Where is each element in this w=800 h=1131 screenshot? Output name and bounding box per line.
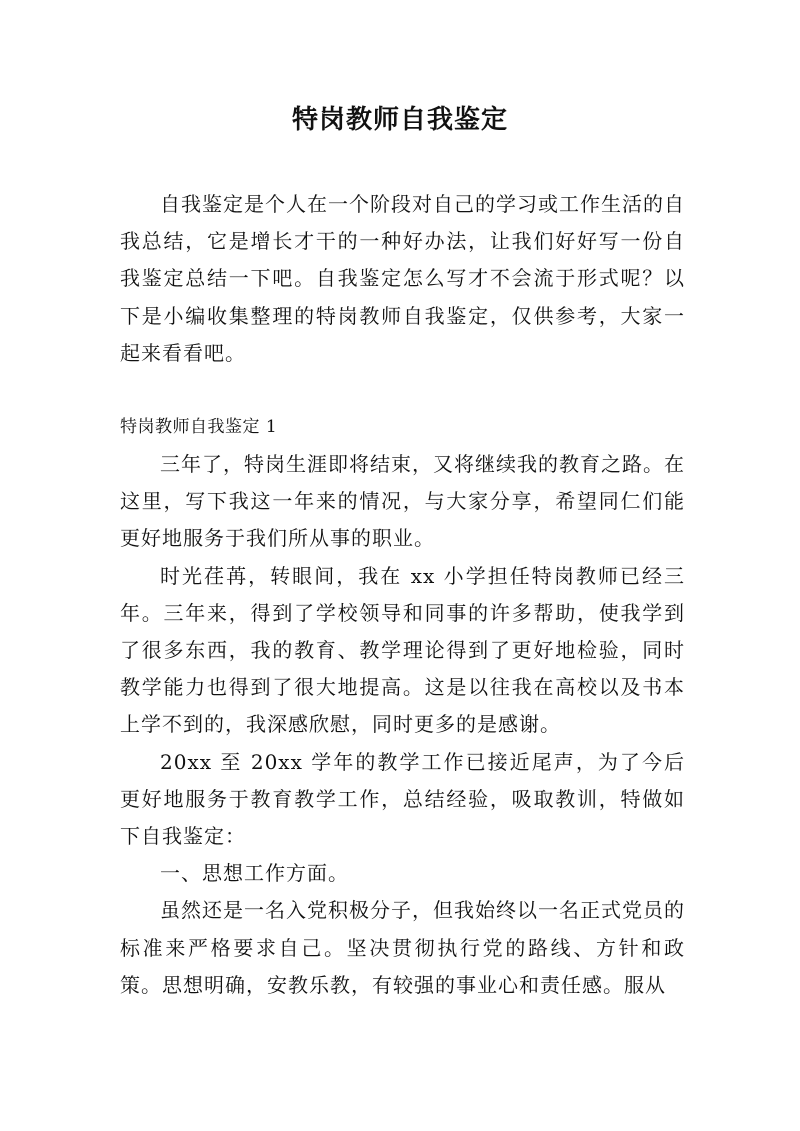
intro-paragraph: 自我鉴定是个人在一个阶段对自己的学习或工作生活的自我总结，它是增长才干的一种好办法，让我们好好写一份自我鉴定总结一下吧。自我鉴定怎么写才不会流于形式呢？以下是小编收集整理的特岗教师自我鉴定，仅供参考，大家一起来看看吧。 (120, 192, 685, 365)
subsection-heading: 一、思想工作方面。 (160, 861, 349, 886)
body-paragraph-4: 虽然还是一名入党积极分子，但我始终以一名正式党员的标准来严格要求自己。坚决贯彻执行党的路线、方针和政策。思想明确，安教乐教，有较强的事业心和责任感。服从 (120, 898, 685, 997)
body-paragraph-2: 时光荏苒，转眼间，我在 xx 小学担任特岗教师已经三年。三年来，得到了学校领导和同事的许多帮助，使我学到了很多东西，我的教育、教学理论得到了更好地检验，同时教学能力也得到了很大地提高。这是以往我在高校以及书本上学不到的，我深感欣慰，同时更多的是感谢。 (120, 563, 685, 737)
document-title: 特岗教师自我鉴定 (291, 105, 508, 135)
document-body (120, 186, 685, 1004)
body-paragraph-3: 20xx 至 20xx 学年的教学工作已接近尾声，为了今后更好地服务于教育教学工作，总结经验，吸取教训，特做如下自我鉴定： (120, 749, 685, 849)
body-paragraph-1: 三年了，特岗生涯即将结束，又将继续我的教育之路。在这里，写下我这一年来的情况，与大家分享，希望同仁们能更好地服务于我们所从事的职业。 (120, 452, 685, 551)
section-heading: 特岗教师自我鉴定 1 (120, 417, 278, 438)
paragraph-spacer (120, 372, 685, 409)
